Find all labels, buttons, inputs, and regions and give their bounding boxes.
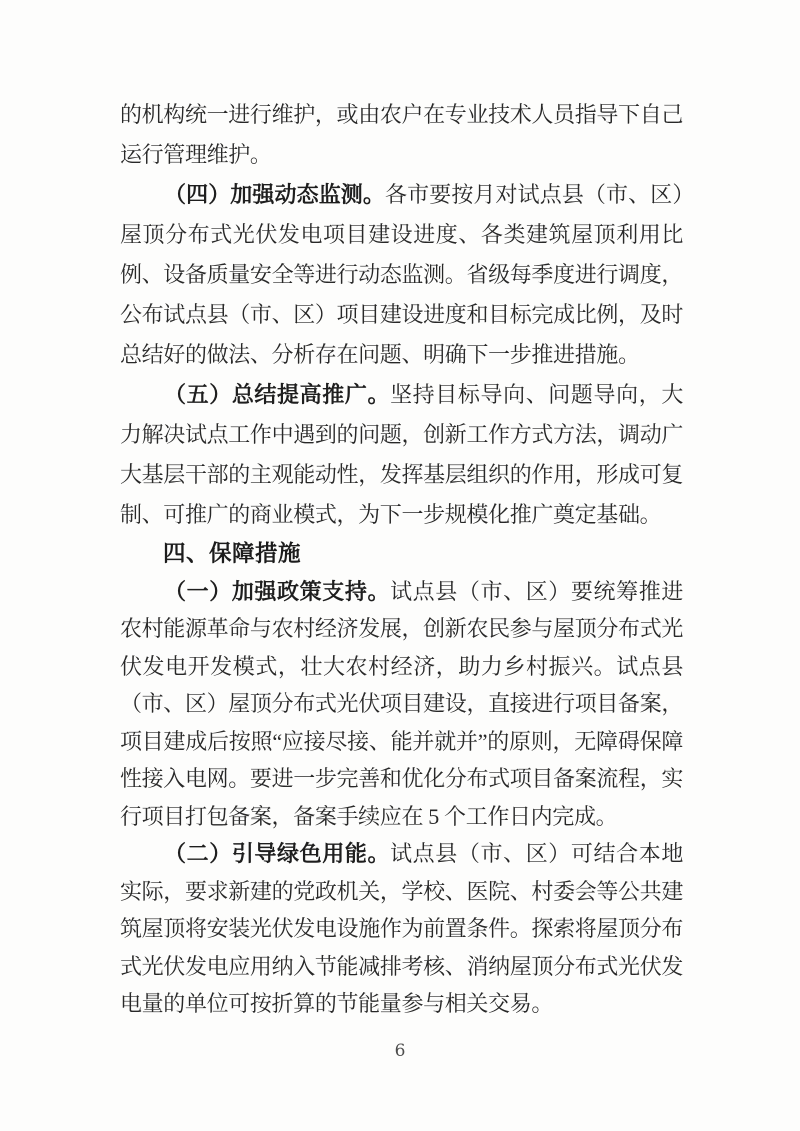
- section-heading: 四、保障措施: [163, 541, 302, 566]
- document-body: [120, 95, 683, 1023]
- paragraph-lead: （二）引导绿色用能。: [164, 841, 391, 866]
- paragraph-item-5: [120, 375, 683, 535]
- paragraph-text: 的机构统一进行维护，或由农户在专业技术人员指导下自己运行管理维护。: [120, 102, 683, 167]
- paragraph-lead: （五）总结提高推广。: [164, 382, 391, 407]
- paragraph-item-2: [120, 835, 683, 1023]
- paragraph-lead: （一）加强政策支持。: [164, 578, 391, 604]
- paragraph-lead: （四）加强动态监测。: [164, 182, 386, 207]
- page-number: 6: [394, 1041, 406, 1061]
- paragraph-continuation: [120, 95, 683, 175]
- paragraph-text: 试点县（市、区）要统筹推进农村能源革命与农村经济发展，创新农民参与屋顶分布式光伏发电开发模式，壮大农村经济，助力乡村振兴。试点县（市、区）屋顶分布式光伏项目建设，直接进行项目备案，项目建成后按照“应接尽接、能并就并”的原则，无障碍保障性接入电网。要进一步完善和优化分布式项目备案流程，实行项目打包备案，备案手续应在 5 个工作日内完成。: [120, 578, 683, 829]
- paragraph-text: 坚持目标导向、问题导向，大力解决试点工作中遇到的问题，创新工作方式方法，调动广大基层干部的主观能动性，发挥基层组织的作用，形成可复制、可推广的商业模式，为下一步规模化推广奠定基础。: [120, 382, 683, 527]
- paragraph-item-4: [120, 175, 683, 375]
- paragraph-item-1: [120, 573, 683, 836]
- paragraph-text: 各市要按月对试点县（市、区）屋顶分布式光伏发电项目建设进度、各类建筑屋顶利用比例、设备质量安全等进行动态监测。省级每季度进行调度，公布试点县（市、区）项目建设进度和目标完成比例，及时总结好的做法、分析存在问题、明确下一步推进措施。: [120, 182, 683, 367]
- paragraph-text: 试点县（市、区）可结合本地实际，要求新建的党政机关，学校、医院、村委会等公共建筑屋顶将安装光伏发电设施作为前置条件。探索将屋顶分布式光伏发电应用纳入节能减排考核、消纳屋顶分布式光伏发电量的单位可按折算的节能量参与相关交易。: [120, 841, 683, 1016]
